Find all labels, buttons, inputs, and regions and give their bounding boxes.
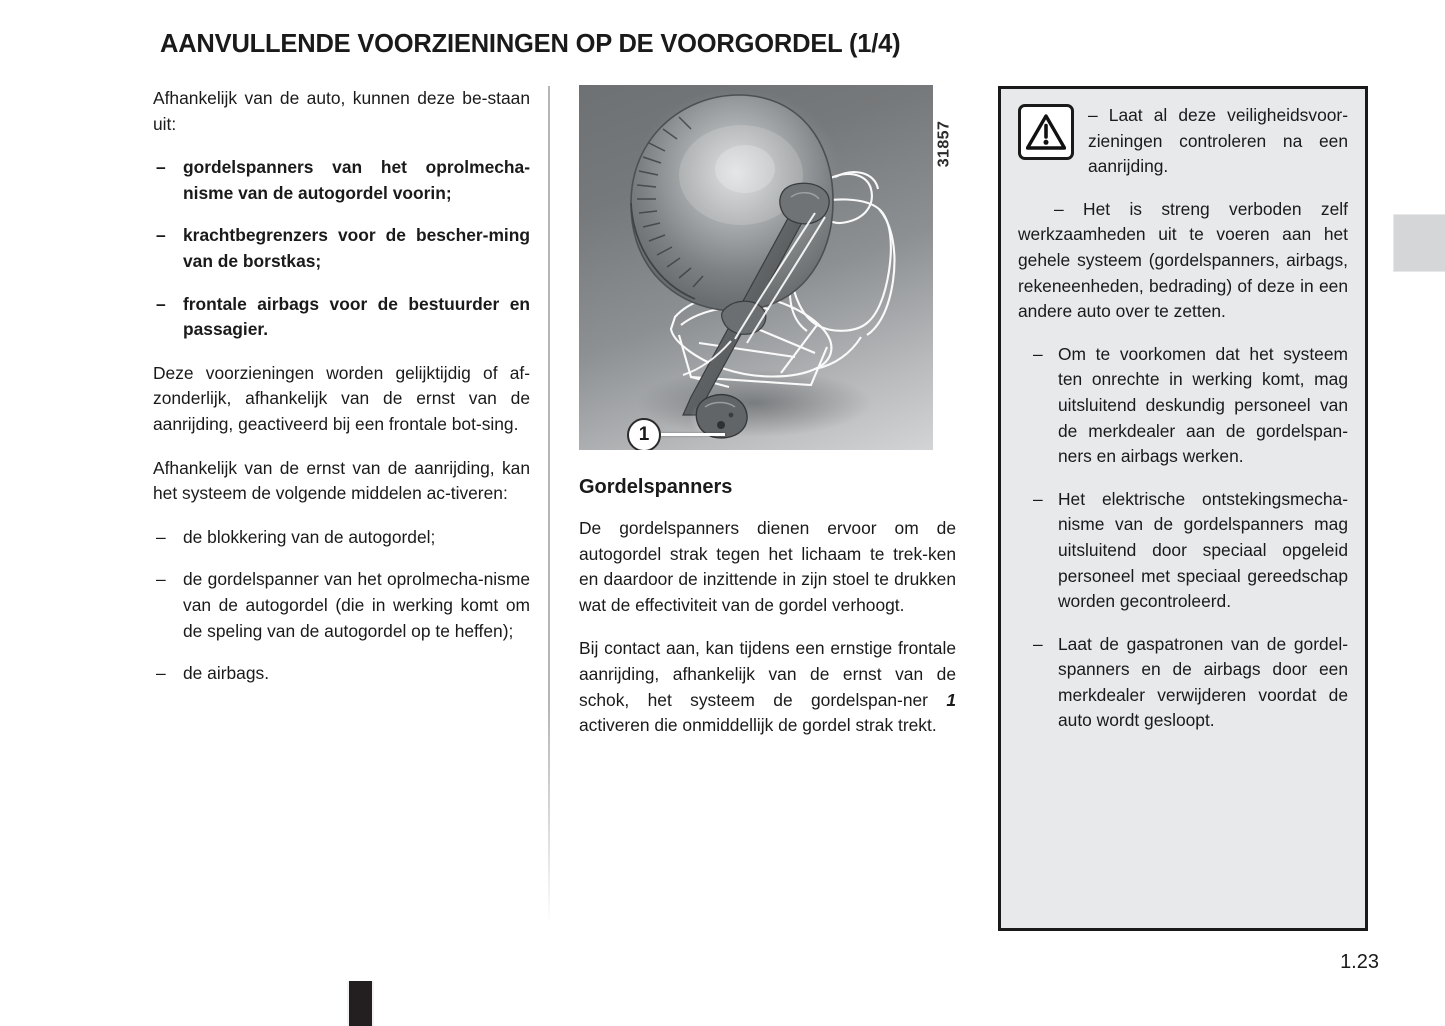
list-item <box>1018 487 1348 615</box>
list-item-label: Het elektrische ontstekingsmecha-nisme van de gordelspanners mag uitsluitend door speciaal opgeleid personeel met speciaal gereedschap worden gecontroleerd. <box>1058 488 1348 612</box>
list-item-label: Om te voorkomen dat het systeem ten onrechte in werking komt, mag uitsluitend deskundig personeel van de merkdealer aan de gordelspan-ners en airbags werken. <box>1058 343 1348 467</box>
list-item <box>153 567 530 644</box>
inline-reference-1: 1 <box>946 689 956 710</box>
page-number: 1.23 <box>1340 951 1379 973</box>
list-item-label: gordelspanners van het oprolmecha-nisme van de autogordel voorin; <box>183 157 530 203</box>
list-item-label: de airbags. <box>183 663 270 684</box>
dash-marker: – <box>156 157 166 178</box>
dash-marker: – <box>156 225 166 246</box>
dash-marker: – <box>156 663 166 684</box>
figure-reference-code-text: 31857 <box>935 120 953 168</box>
callout-marker-1: 1 <box>627 418 661 450</box>
activation-means-list <box>153 525 530 687</box>
list-item-label: Laat de gaspatronen van de gordel-spanners en de airbags door een merkdealer verwijderen voordat de auto wordt gesloopt. <box>1058 633 1348 731</box>
list-item <box>153 223 530 274</box>
bold-feature-list <box>153 155 530 343</box>
list-item-label: frontale airbags voor de bestuurder en passagier. <box>183 293 530 340</box>
dash-marker: – <box>1033 488 1043 509</box>
dash-marker: – <box>156 569 166 590</box>
list-item-label: krachtbegrenzers voor de bescher-ming van de borstkas; <box>183 225 530 271</box>
list-item <box>153 661 530 687</box>
section-heading-gordelspanners: Gordelspanners <box>579 476 733 498</box>
list-item <box>153 525 530 551</box>
warning-triangle-icon <box>1018 104 1074 160</box>
paragraph-text-before-ref: Bij contact aan, kan tijdens een ernstige frontale aanrijding, afhankelijk van de ernst van de schok, het systeem de gordelspan-ner <box>579 638 956 710</box>
intro-paragraph: Afhankelijk van de auto, kunnen deze be-staan uit: <box>153 88 530 134</box>
paragraph-pretensioner-purpose: De gordelspanners dienen ervoor om de autogordel strak tegen het lichaam te trek-ken en daardoor de inzittende in zijn stoel te drukken wat de effectiviteit van de gordel verhoogt. <box>579 518 956 615</box>
chapter-edge-tab <box>1393 214 1445 272</box>
list-item <box>1018 632 1348 734</box>
page-title: AANVULLENDE VOORZIENINGEN OP DE VOORGORDEL (1/4) <box>160 30 901 58</box>
list-item-label: de blokkering van de autogordel; <box>183 526 436 547</box>
dash-marker: – <box>1033 343 1043 364</box>
column-separator <box>548 86 550 926</box>
bottom-section-marker <box>347 981 374 1026</box>
list-item <box>153 155 530 206</box>
figure-airbag-pretensioner <box>579 85 956 450</box>
airbag-seat-illustration-svg <box>579 85 933 450</box>
list-item <box>1018 342 1348 470</box>
warning-item-no-self-work: – Het is streng verboden zelf werkzaamheden uit te voeren aan het gehele systeem (gordelspanners, airbags, rekeneenheden, bedrading) of deze in een andere auto over te zetten. <box>1018 198 1348 322</box>
figure-image <box>579 85 933 450</box>
list-item <box>153 292 530 343</box>
left-text-column <box>153 86 530 687</box>
warning-box-content <box>1001 89 1365 734</box>
dash-marker: – <box>156 293 166 314</box>
paragraph-text-after-ref: activeren die onmiddellijk de gordel strak trekt. <box>579 715 937 736</box>
paragraph-severity: Afhankelijk van de ernst van de aanrijding, kan het systeem de volgende middelen ac-tiveren: <box>153 457 530 504</box>
dash-marker: – <box>1033 633 1043 654</box>
callout-leader-line <box>661 433 725 436</box>
warning-items-list <box>1018 342 1348 734</box>
paragraph-pretensioner-activation <box>579 636 956 738</box>
paragraph-activation-conditions: Deze voorzieningen worden gelijktijdig of af-zonderlijk, afhankelijk van de ernst van de aanrijding, geactiveerd bij een frontale bot-sing. <box>153 362 530 434</box>
figure-reference-code <box>933 85 956 203</box>
list-item-label: de gordelspanner van het oprolmecha-nisme van de autogordel (die in werking komt om de speling van de autogordel op te heffen); <box>183 569 530 641</box>
warning-item-check-after-accident: – Laat al deze veiligheidsvoor-zieningen controleren na een aanrijding. <box>1088 105 1348 177</box>
dash-marker: – <box>156 526 166 547</box>
center-content-column <box>579 85 956 739</box>
warning-box <box>998 86 1368 931</box>
